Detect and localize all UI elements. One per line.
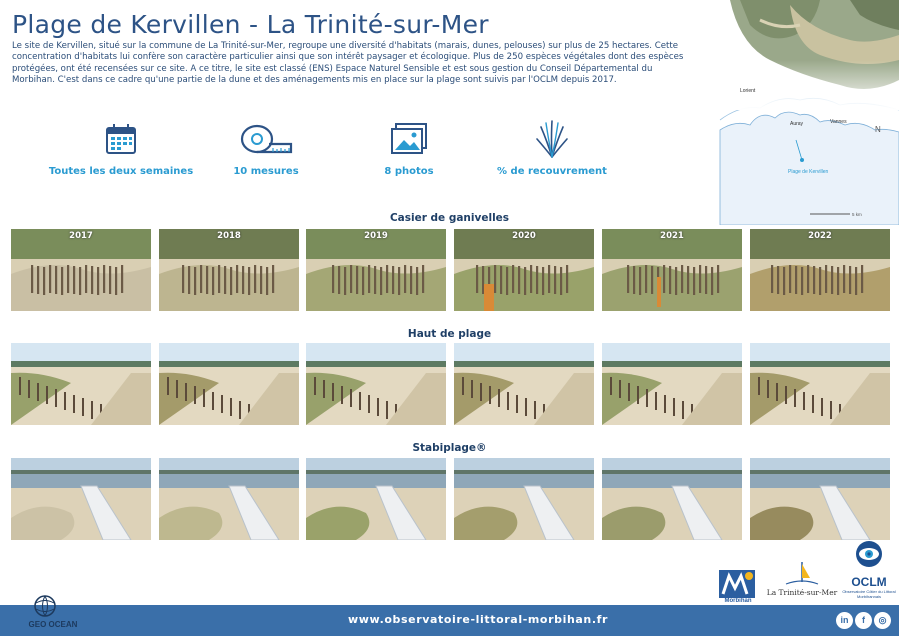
- stat-coverage-label: % de recouvrement: [497, 166, 607, 177]
- oclm-logo-text: OCLM: [851, 575, 887, 589]
- linkedin-icon[interactable]: in: [836, 612, 853, 629]
- photo-ganivelles-4: [454, 229, 594, 311]
- map-label-vannes: Vannes: [830, 119, 847, 125]
- morbihan-logo-text: Morbihan: [724, 598, 752, 604]
- geoocean-logo-text: GEO OCEAN: [28, 620, 78, 629]
- geoocean-logo: [18, 594, 88, 632]
- photo-haut-de-plage-4: [454, 343, 594, 425]
- stat-measures: [191, 118, 341, 177]
- photo-ganivelles-5: [602, 229, 742, 311]
- instagram-icon[interactable]: ◎: [874, 612, 891, 629]
- photo-year-label: 2018: [217, 231, 241, 241]
- photo-year-label: 2017: [69, 231, 93, 241]
- footer-bar: [0, 605, 899, 636]
- website-link[interactable]: www.observatoire-littoral-morbihan.fr: [348, 613, 609, 626]
- photo-year-label: 2019: [364, 231, 388, 241]
- photo-year-label: 2022: [808, 231, 832, 241]
- measuring-tape-icon: [191, 118, 341, 160]
- photo-haut-de-plage-5: [602, 343, 742, 425]
- map-scale: 5 km: [852, 212, 862, 217]
- oclm-logo-subtitle: Observatoire Côtier du Littoral Morbihannais: [842, 589, 896, 599]
- photo-stabiplage-3: [306, 458, 446, 540]
- stat-photos-label: 8 photos: [384, 166, 434, 177]
- stat-frequency-label: Toutes les deux semaines: [48, 166, 194, 177]
- photo-ganivelles-1: [11, 229, 151, 311]
- calendar-icon: [46, 118, 196, 160]
- page-title: Plage de Kervillen - La Trinité-sur-Mer: [12, 10, 489, 39]
- trinite-logo: [766, 560, 838, 604]
- map-label-lorient: Lorient: [740, 88, 756, 94]
- photo-haut-de-plage-2: [159, 343, 299, 425]
- photo-stabiplage-5: [602, 458, 742, 540]
- stat-photos: [334, 118, 484, 177]
- photo-haut-de-plage-6: [750, 343, 890, 425]
- section-title-stabiplage: Stabiplage®: [412, 442, 487, 454]
- map-label-auray: Auray: [790, 121, 804, 127]
- stat-measures-label: 10 mesures: [233, 166, 299, 177]
- photo-haut-de-plage-3: [306, 343, 446, 425]
- photo-stabiplage-2: [159, 458, 299, 540]
- photo-stabiplage-4: [454, 458, 594, 540]
- photo-year-label: 2021: [660, 231, 684, 241]
- location-map: [700, 0, 899, 225]
- photo-haut-de-plage-1: [11, 343, 151, 425]
- photo-ganivelles-6: [750, 229, 890, 311]
- intro-paragraph: Le site de Kervillen, situé sur la commune de La Trinité-sur-Mer, regroupe une diversité d'habitats (marais, dunes, pelouses) sur plus de 25 hectares. Cette concentration d'habitats lui confère son caractère particulier ainsi que son intérêt paysager et écologique. Plus de 250 espèces végétales dont des espèces protégées, ont été recensées sur ce site. A ce titre, le site est classé (ENS) Espace Naturel Sensible et est sous gestion du Conseil Départemental du Morbihan. C'est dans ce cadre qu'une partie de la dune et des aménagements mis en place sur la plage sont suivis par l'OCLM depuis 2017.: [12, 41, 684, 86]
- section-title-haut-de-plage: Haut de plage: [407, 328, 492, 340]
- map-label-site: Plage de Kervillen: [788, 169, 829, 175]
- photo-icon: [334, 118, 484, 160]
- trinite-logo-text: La Trinité-sur-Mer: [766, 588, 838, 597]
- map-north: N: [875, 125, 881, 134]
- photo-stabiplage-1: [11, 458, 151, 540]
- grass-icon: [477, 118, 627, 160]
- photo-ganivelles-3: [306, 229, 446, 311]
- stat-frequency: [46, 118, 196, 177]
- photo-stabiplage-6: [750, 458, 890, 540]
- stat-coverage: [477, 118, 627, 177]
- facebook-icon[interactable]: f: [855, 612, 872, 629]
- photo-ganivelles-2: [159, 229, 299, 311]
- section-title-ganivelles: Casier de ganivelles: [389, 212, 510, 224]
- photo-year-label: 2020: [512, 231, 536, 241]
